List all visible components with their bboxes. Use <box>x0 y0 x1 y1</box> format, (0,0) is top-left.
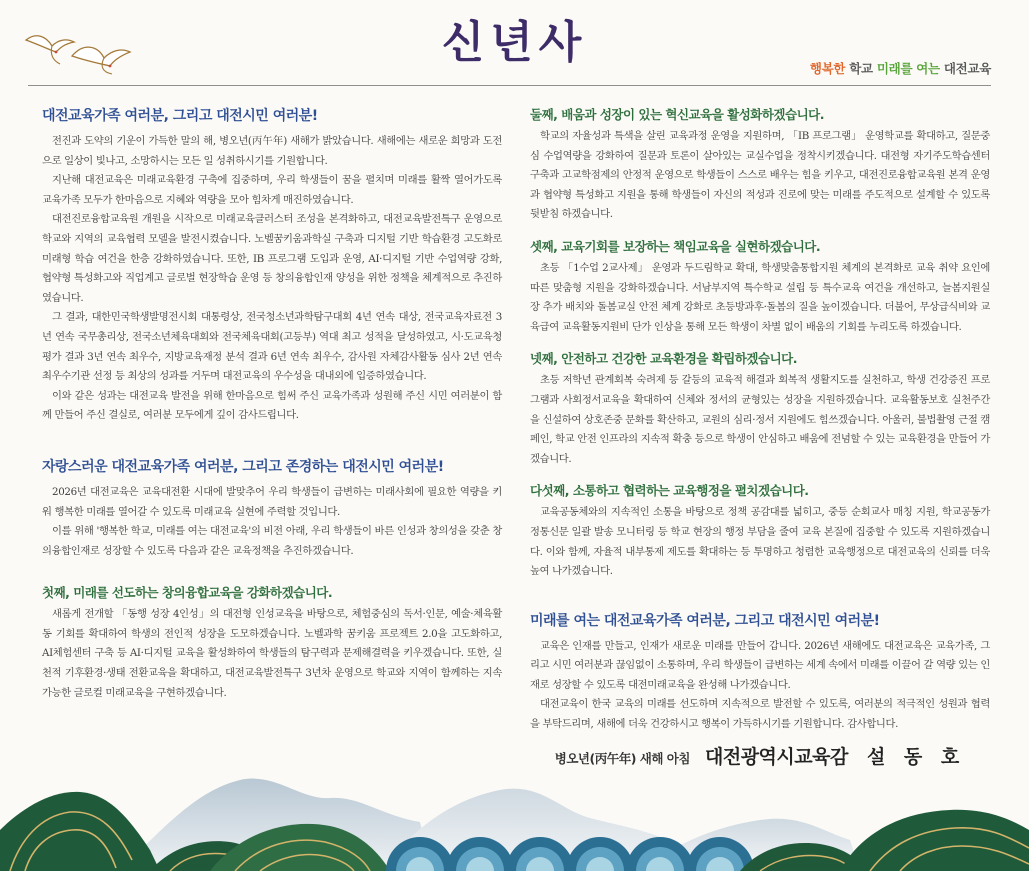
section-heading: 셋째, 교육기회를 보장하는 책임교육을 실현하겠습니다. <box>530 238 821 254</box>
section-proud <box>42 456 502 561</box>
section-third <box>530 237 990 337</box>
section-heading: 첫째, 미래를 선도하는 창의융합교육을 강화하겠습니다. <box>42 585 333 601</box>
section-fifth <box>530 481 990 581</box>
paragraph: 이와 같은 성과는 대전교육 발전을 위해 한마음으로 힘써 주신 교육가족과 성원해 주신 시민 여러분이 함께 만들어 주신 결실로, 여러분 모두에게 깊이 감사드립니다. <box>42 389 502 422</box>
section-heading: 넷째, 안전하고 건강한 교육환경을 확립하겠습니다. <box>530 351 797 367</box>
paragraph: 이를 위해 '행복한 학교, 미래를 여는 대전교육'의 비전 아래, 우리 학생들이 바른 인성과 창의성을 갖춘 창의융합인재로 성장할 수 있도록 다음과 같은 교육정책을 추진하겠습니다. <box>42 525 502 557</box>
paragraph: 교육은 인재를 만들고, 인재가 새로운 미래를 만들어 갑니다. 2026년 새해에도 대전교육은 교육가족, 그리고 시민 여러분과 끊임없이 소통하며, 우리 학생들이 급변하는 세계 속에서 미래를 이끌어 갈 역량 있는 인재로 성장할 수 있도록 대전미래교육을 완성해 나가겠습니다. <box>530 639 990 691</box>
slogan-part: 미래를 여는 <box>876 61 940 76</box>
slogan-part: 대전교육 <box>943 61 991 76</box>
section-closing <box>530 610 990 735</box>
left-column <box>42 105 502 703</box>
paragraph: 학교의 자율성과 특색을 살린 교육과정 운영을 지원하며, 「IB 프로그램」 운영학교를 확대하고, 질문중심 수업역량을 강화하여 질문과 토론이 살아있는 교실수업을 정착시키겠습니다. 대전형 자기주도학습센터 구축과 고교학점제의 안정적 운영으로 학생들이 스스로 배우는 힘을 키우고, 대전진로융합교육원 본격 운영과 협약형 특성화고 지원을 통해 학생들이 자신의 적성과 진로에 맞는 미래를 주도적으로 설계할 수 있도록 뒷받침 하겠습니다. <box>530 130 990 221</box>
signature-name: 설 동 호 <box>866 746 966 768</box>
slogan-part: 학교 <box>849 61 873 76</box>
section-heading: 다섯째, 소통하고 협력하는 교육행정을 펼치겠습니다. <box>530 483 809 499</box>
right-column <box>530 105 990 735</box>
landscape-illustration <box>0 760 1029 871</box>
signature-date: 병오년(丙午年) 새해 아침 <box>554 751 690 766</box>
section-fourth <box>530 349 990 469</box>
paragraph: 초등 저학년 관계회복 숙려제 등 갈등의 교육적 해결과 회복적 생활지도를 실천하고, 학생 건강증진 프로그램과 사회정서교육을 확대하여 신체와 정서의 균형있는 성장을 지원하겠습니다. 교육활동보호 실천주간을 신설하여 상호존중 문화를 확산하고, 교원의 심리·정서 지원에도 힘쓰겠습니다. 아울러, 불법촬영 근절 캠페인, 학교 안전 인프라의 지속적 확충 등으로 학생이 안심하고 배움에 전념할 수 있는 교육환경을 만들어 가겠습니다. <box>530 374 990 465</box>
slogan-part: 행복한 <box>809 61 846 76</box>
page-title: 신년사 <box>441 17 588 68</box>
section-second <box>530 105 990 225</box>
paragraph: 초등 「1수업 2교사제」 운영과 두드림학교 확대, 학생맞춤통합지원 체계의 본격화로 교육 취약 요인에 따른 맞춤형 지원을 강화하겠습니다. 서남부지역 특수학교 설립 등 특수교육 여건을 개선하고, 늘봄지원실장 추가 배치와 돌봄교실 안전 체계 강화로 초등방과후·돌봄의 질을 높이겠습니다. 더불어, 무상급식비와 교육급여 교육활동지원비 단가 인상을 통해 모든 학생이 차별 없이 배움의 기회를 누리도록 하겠습니다. <box>530 261 990 333</box>
section-heading: 둘째, 배움과 성장이 있는 혁신교육을 활성화하겠습니다. <box>530 107 824 122</box>
paragraph: 교육공동체와의 지속적인 소통을 바탕으로 정책 공감대를 넓히고, 중등 순회교사 매칭 지원, 학교공동가정통신문 일괄 발송 모니터링 등 학교 현장의 행정 부담을 줄여 교육 본질에 집중할 수 있도록 지원하겠습니다. 이와 함께, 자율적 내부통제 제도를 확대하는 등 투명하고 청렴한 교육행정으로 대전교육의 신뢰를 더욱 높여 나가겠습니다. <box>530 506 990 578</box>
paragraph: 전진과 도약의 기운이 가득한 말의 해, 병오년(丙午年) 새해가 밝았습니다. 새해에는 새로운 희망과 도전으로 일상이 빛나고, 소망하시는 모든 일 성취하시기를 기원합니다. <box>42 135 502 167</box>
green-hill <box>840 810 1029 871</box>
paragraph: 대전진로융합교육원 개원을 시작으로 미래교육클러스터 조성을 본격화하고, 대전교육발전특구 운영으로 학교와 지역의 교육협력 모델을 발전시켰습니다. 노벨꿈키움과학실 구축과 디지털 기반 학습환경 고도화로 미래형 학습 여건을 한층 강화하였습니다. 또한, IB 프로그램 도입과 운영, AI·디지털 기반 수업역량 강화, 협약형 특성화고와 직업계고 글로벌 현장학습 운영 등 창의융합인재 양성을 위한 정책을 체계적으로 추진하였습니다. <box>42 213 502 304</box>
section-first <box>42 583 502 703</box>
section-intro <box>42 105 502 426</box>
section-heading: 대전교육가족 여러분, 그리고 대전시민 여러분! <box>42 108 318 124</box>
paragraph: 대전교육이 한국 교육의 미래를 선도하며 지속적으로 발전할 수 있도록, 여러분의 적극적인 성원과 협력을 부탁드리며, 새해에 더욱 건강하시고 행복이 가득하시기를 기원합니다. 감사합니다. <box>530 698 990 731</box>
signature-office: 대전광역시교육감 <box>705 746 848 768</box>
paragraph: 2026년 대전교육은 교육대전환 시대에 발맞추어 우리 학생들이 급변하는 미래사회에 필요한 역량을 키워 행복한 미래를 열어갈 수 있도록 미래교육 실현에 주력할 것입니다. <box>42 485 502 518</box>
paragraph: 그 결과, 대한민국학생발명전시회 대통령상, 전국청소년과학탐구대회 4년 연속 대상, 전국교육자료전 3년 연속 국무총리상, 전국소년체육대회와 전국체육대회(고등부) 역대 최고 성적을 달성하였고, 시·도교육청 평가 결과 3년 연속 최우수, 지방교육재정 분석 결과 6년 연속 최우수, 감사원 자체감사활동 심사 2년 연속 최우수기관 선정 등 최상의 성과를 거두며 대전교육의 우수성을 대내외에 입증하였습니다. <box>42 311 502 383</box>
header-divider <box>28 85 991 86</box>
paragraph: 새롭게 전개할 「동행 성장 4인성」의 대전형 인성교육을 바탕으로, 체험중심의 독서·인문, 예술·체육활동 기회를 확대하여 학생의 전인적 성장을 도모하겠습니다. 노벨과학 꿈키움 프로젝트 2.0을 고도화하고, AI체험센터 구축 등 AI·디지털 교육을 활성화하여 학생들의 탐구력과 문제해결력을 키우겠습니다. 또한, 실천적 기후환경·생태 전환교육을 확대하고, 대전교육발전특구 3년차 운영으로 학교와 지역이 함께하는 지속가능한 글로컬 미래교육을 구현하겠습니다. <box>42 608 502 699</box>
green-hill <box>0 792 160 871</box>
paragraph: 지난해 대전교육은 미래교육환경 구축에 집중하며, 우리 학생들이 꿈을 펼치며 미래를 활짝 열어가도록 교육가족 모두가 한마음으로 지혜와 역량을 모아 힘차게 매진하였습니다. <box>42 174 502 206</box>
section-heading: 자랑스러운 대전교육가족 여러분, 그리고 존경하는 대전시민 여러분! <box>42 458 444 475</box>
section-heading: 미래를 여는 대전교육가족 여러분, 그리고 대전시민 여러분! <box>530 612 880 629</box>
slogan <box>810 59 991 77</box>
